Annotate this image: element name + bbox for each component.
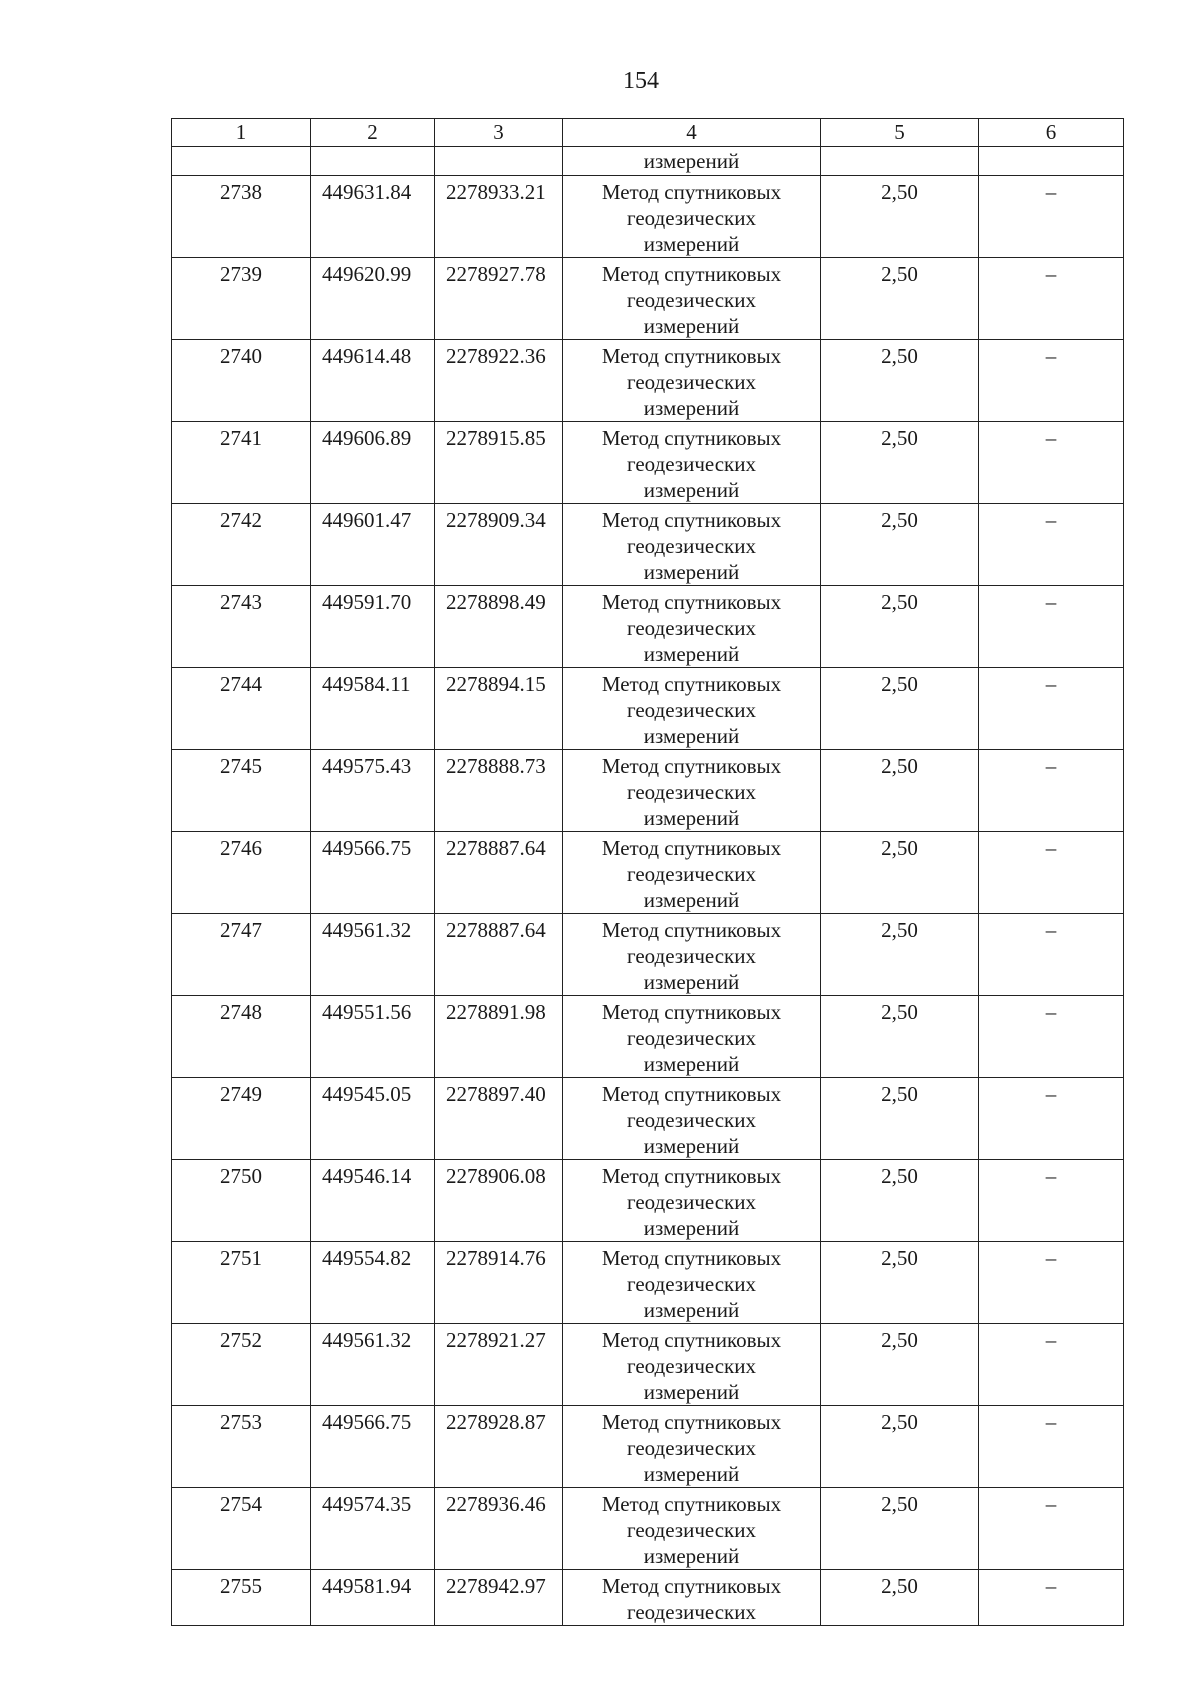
y-coordinate-cell: 2278928.87 bbox=[435, 1406, 563, 1488]
accuracy-cell: 2,50 bbox=[821, 1078, 979, 1160]
x-coordinate-cell: 449566.75 bbox=[311, 1406, 435, 1488]
method-cell bbox=[563, 1242, 821, 1324]
table-cell bbox=[821, 147, 979, 176]
y-coordinate-cell: 2278921.27 bbox=[435, 1324, 563, 1406]
x-coordinate-cell: 449620.99 bbox=[311, 258, 435, 340]
y-coordinate-cell: 2278927.78 bbox=[435, 258, 563, 340]
accuracy-cell: 2,50 bbox=[821, 750, 979, 832]
note-cell: – bbox=[979, 1406, 1124, 1488]
table-cell bbox=[311, 147, 435, 176]
point-number-cell: 2744 bbox=[172, 668, 311, 750]
method-line: Метод спутниковых bbox=[601, 1328, 782, 1352]
method-line: измерений bbox=[643, 1298, 740, 1322]
method-cell bbox=[563, 586, 821, 668]
point-number-cell: 2738 bbox=[172, 176, 311, 258]
y-coordinate-cell: 2278887.64 bbox=[435, 832, 563, 914]
page-number: 154 bbox=[623, 68, 659, 94]
x-coordinate-cell: 449584.11 bbox=[311, 668, 435, 750]
y-coordinate-cell: 2278906.08 bbox=[435, 1160, 563, 1242]
method-line: геодезических bbox=[626, 1354, 756, 1378]
method-line: геодезических bbox=[626, 698, 756, 722]
method-line: геодезических bbox=[626, 370, 756, 394]
column-header: 4 bbox=[563, 119, 821, 147]
method-line: геодезических bbox=[626, 1190, 756, 1214]
method-cell bbox=[563, 750, 821, 832]
note-cell: – bbox=[979, 914, 1124, 996]
method-line: измерений bbox=[643, 1052, 740, 1076]
note-cell: – bbox=[979, 1078, 1124, 1160]
method-line: геодезических bbox=[626, 862, 756, 886]
accuracy-cell: 2,50 bbox=[821, 1324, 979, 1406]
method-line: измерений bbox=[643, 806, 740, 830]
method-cell bbox=[563, 832, 821, 914]
table-row bbox=[172, 750, 1124, 832]
accuracy-cell: 2,50 bbox=[821, 832, 979, 914]
table-row bbox=[172, 1570, 1124, 1626]
y-coordinate-cell: 2278914.76 bbox=[435, 1242, 563, 1324]
column-header: 1 bbox=[172, 119, 311, 147]
method-line: измерений bbox=[643, 724, 740, 748]
method-cell bbox=[563, 1570, 821, 1626]
y-coordinate-cell: 2278915.85 bbox=[435, 422, 563, 504]
accuracy-cell: 2,50 bbox=[821, 1570, 979, 1626]
table-row bbox=[172, 914, 1124, 996]
method-cell bbox=[563, 1160, 821, 1242]
x-coordinate-cell: 449561.32 bbox=[311, 914, 435, 996]
method-line: измерений bbox=[643, 1380, 740, 1404]
method-cell bbox=[563, 1488, 821, 1570]
method-cell bbox=[563, 996, 821, 1078]
point-number-cell: 2755 bbox=[172, 1570, 311, 1626]
method-line: геодезических bbox=[626, 1026, 756, 1050]
accuracy-cell: 2,50 bbox=[821, 504, 979, 586]
note-cell: – bbox=[979, 750, 1124, 832]
x-coordinate-cell: 449566.75 bbox=[311, 832, 435, 914]
method-cell bbox=[563, 176, 821, 258]
method-line: измерений bbox=[643, 1134, 740, 1158]
table-row bbox=[172, 258, 1124, 340]
point-number-cell: 2740 bbox=[172, 340, 311, 422]
y-coordinate-cell: 2278887.64 bbox=[435, 914, 563, 996]
y-coordinate-cell: 2278894.15 bbox=[435, 668, 563, 750]
point-number-cell: 2754 bbox=[172, 1488, 311, 1570]
method-line: Метод спутниковых bbox=[601, 754, 782, 778]
x-coordinate-cell: 449575.43 bbox=[311, 750, 435, 832]
method-line: измерений bbox=[643, 642, 740, 666]
x-coordinate-cell: 449574.35 bbox=[311, 1488, 435, 1570]
method-line: геодезических bbox=[626, 1600, 756, 1624]
method-line: Метод спутниковых bbox=[601, 180, 782, 204]
method-cell bbox=[563, 668, 821, 750]
column-header: 5 bbox=[821, 119, 979, 147]
column-header: 2 bbox=[311, 119, 435, 147]
x-coordinate-cell: 449601.47 bbox=[311, 504, 435, 586]
method-line: Метод спутниковых bbox=[601, 672, 782, 696]
accuracy-cell: 2,50 bbox=[821, 1160, 979, 1242]
accuracy-cell: 2,50 bbox=[821, 1242, 979, 1324]
method-line: геодезических bbox=[626, 1518, 756, 1542]
note-cell: – bbox=[979, 832, 1124, 914]
x-coordinate-cell: 449545.05 bbox=[311, 1078, 435, 1160]
accuracy-cell: 2,50 bbox=[821, 340, 979, 422]
method-line: Метод спутниковых bbox=[601, 426, 782, 450]
point-number-cell: 2752 bbox=[172, 1324, 311, 1406]
table-row bbox=[172, 422, 1124, 504]
y-coordinate-cell: 2278888.73 bbox=[435, 750, 563, 832]
method-cell bbox=[563, 914, 821, 996]
y-coordinate-cell: 2278933.21 bbox=[435, 176, 563, 258]
table-row bbox=[172, 1488, 1124, 1570]
table-cell bbox=[435, 147, 563, 176]
accuracy-cell: 2,50 bbox=[821, 668, 979, 750]
accuracy-cell: 2,50 bbox=[821, 996, 979, 1078]
column-header: 3 bbox=[435, 119, 563, 147]
point-number-cell: 2749 bbox=[172, 1078, 311, 1160]
point-number-cell: 2748 bbox=[172, 996, 311, 1078]
point-number-cell: 2747 bbox=[172, 914, 311, 996]
method-line: геодезических bbox=[626, 780, 756, 804]
method-line: геодезических bbox=[626, 206, 756, 230]
table-row bbox=[172, 1160, 1124, 1242]
accuracy-cell: 2,50 bbox=[821, 422, 979, 504]
method-line: Метод спутниковых bbox=[601, 1164, 782, 1188]
y-coordinate-cell: 2278922.36 bbox=[435, 340, 563, 422]
point-number-cell: 2745 bbox=[172, 750, 311, 832]
y-coordinate-cell: 2278897.40 bbox=[435, 1078, 563, 1160]
note-cell: – bbox=[979, 176, 1124, 258]
method-line: измерений bbox=[643, 1216, 740, 1240]
note-cell: – bbox=[979, 1324, 1124, 1406]
table-row bbox=[172, 668, 1124, 750]
method-line: измерений bbox=[643, 1462, 740, 1486]
table-row bbox=[172, 1242, 1124, 1324]
point-number-cell: 2739 bbox=[172, 258, 311, 340]
method-cell bbox=[563, 422, 821, 504]
method-line: измерений bbox=[643, 478, 740, 502]
coordinates-table bbox=[171, 118, 1124, 1626]
note-cell: – bbox=[979, 340, 1124, 422]
accuracy-cell: 2,50 bbox=[821, 176, 979, 258]
y-coordinate-cell: 2278909.34 bbox=[435, 504, 563, 586]
method-line: геодезических bbox=[626, 944, 756, 968]
method-line: геодезических bbox=[626, 452, 756, 476]
note-cell: – bbox=[979, 586, 1124, 668]
method-line: измерений bbox=[643, 1544, 740, 1568]
method-line: Метод спутниковых bbox=[601, 918, 782, 942]
point-number-cell: 2750 bbox=[172, 1160, 311, 1242]
y-coordinate-cell: 2278942.97 bbox=[435, 1570, 563, 1626]
method-line: Метод спутниковых bbox=[601, 1000, 782, 1024]
method-line: Метод спутниковых bbox=[601, 1492, 782, 1516]
method-line: измерений bbox=[643, 396, 740, 420]
accuracy-cell: 2,50 bbox=[821, 914, 979, 996]
note-cell: – bbox=[979, 1570, 1124, 1626]
point-number-cell: 2741 bbox=[172, 422, 311, 504]
method-line: геодезических bbox=[626, 616, 756, 640]
table-row bbox=[172, 832, 1124, 914]
method-line: измерений bbox=[643, 232, 740, 256]
note-cell: – bbox=[979, 1160, 1124, 1242]
x-coordinate-cell: 449561.32 bbox=[311, 1324, 435, 1406]
method-line: Метод спутниковых bbox=[601, 1410, 782, 1434]
table-row bbox=[172, 1406, 1124, 1488]
method-line: Метод спутниковых bbox=[601, 1574, 782, 1598]
y-coordinate-cell: 2278936.46 bbox=[435, 1488, 563, 1570]
accuracy-cell: 2,50 bbox=[821, 258, 979, 340]
continuation-row bbox=[172, 147, 1124, 176]
point-number-cell: 2743 bbox=[172, 586, 311, 668]
method-cell bbox=[563, 258, 821, 340]
accuracy-cell: 2,50 bbox=[821, 586, 979, 668]
x-coordinate-cell: 449631.84 bbox=[311, 176, 435, 258]
method-cell bbox=[563, 504, 821, 586]
method-continuation-cell: измерений bbox=[563, 147, 821, 176]
note-cell: – bbox=[979, 1242, 1124, 1324]
method-line: измерений bbox=[643, 314, 740, 338]
note-cell: – bbox=[979, 258, 1124, 340]
note-cell: – bbox=[979, 504, 1124, 586]
method-line: Метод спутниковых bbox=[601, 344, 782, 368]
accuracy-cell: 2,50 bbox=[821, 1406, 979, 1488]
y-coordinate-cell: 2278891.98 bbox=[435, 996, 563, 1078]
method-line: геодезических bbox=[626, 288, 756, 312]
note-cell: – bbox=[979, 668, 1124, 750]
method-cell bbox=[563, 340, 821, 422]
method-line: Метод спутниковых bbox=[601, 262, 782, 286]
method-line: Метод спутниковых bbox=[601, 1082, 782, 1106]
x-coordinate-cell: 449614.48 bbox=[311, 340, 435, 422]
x-coordinate-cell: 449606.89 bbox=[311, 422, 435, 504]
note-cell: – bbox=[979, 1488, 1124, 1570]
method-line: геодезических bbox=[626, 1272, 756, 1296]
table-row bbox=[172, 176, 1124, 258]
table-cell bbox=[979, 147, 1124, 176]
method-line: измерений bbox=[643, 970, 740, 994]
table-row bbox=[172, 996, 1124, 1078]
x-coordinate-cell: 449581.94 bbox=[311, 1570, 435, 1626]
x-coordinate-cell: 449591.70 bbox=[311, 586, 435, 668]
method-line: геодезических bbox=[626, 1436, 756, 1460]
method-cell bbox=[563, 1324, 821, 1406]
note-cell: – bbox=[979, 422, 1124, 504]
table-row bbox=[172, 340, 1124, 422]
table-row bbox=[172, 1078, 1124, 1160]
method-cell bbox=[563, 1078, 821, 1160]
accuracy-cell: 2,50 bbox=[821, 1488, 979, 1570]
table-header-row bbox=[172, 119, 1124, 147]
x-coordinate-cell: 449546.14 bbox=[311, 1160, 435, 1242]
method-line: Метод спутниковых bbox=[601, 1246, 782, 1270]
y-coordinate-cell: 2278898.49 bbox=[435, 586, 563, 668]
point-number-cell: 2751 bbox=[172, 1242, 311, 1324]
method-line: измерений bbox=[643, 560, 740, 584]
method-line: геодезических bbox=[626, 534, 756, 558]
method-line: Метод спутниковых bbox=[601, 508, 782, 532]
column-header: 6 bbox=[979, 119, 1124, 147]
note-cell: – bbox=[979, 996, 1124, 1078]
x-coordinate-cell: 449554.82 bbox=[311, 1242, 435, 1324]
method-line: Метод спутниковых bbox=[601, 836, 782, 860]
method-line: Метод спутниковых bbox=[601, 590, 782, 614]
point-number-cell: 2753 bbox=[172, 1406, 311, 1488]
point-number-cell: 2746 bbox=[172, 832, 311, 914]
table-row bbox=[172, 1324, 1124, 1406]
method-line: измерений bbox=[643, 888, 740, 912]
method-line: геодезических bbox=[626, 1108, 756, 1132]
method-cell bbox=[563, 1406, 821, 1488]
table-row bbox=[172, 586, 1124, 668]
table-row bbox=[172, 504, 1124, 586]
x-coordinate-cell: 449551.56 bbox=[311, 996, 435, 1078]
table-cell bbox=[172, 147, 311, 176]
point-number-cell: 2742 bbox=[172, 504, 311, 586]
